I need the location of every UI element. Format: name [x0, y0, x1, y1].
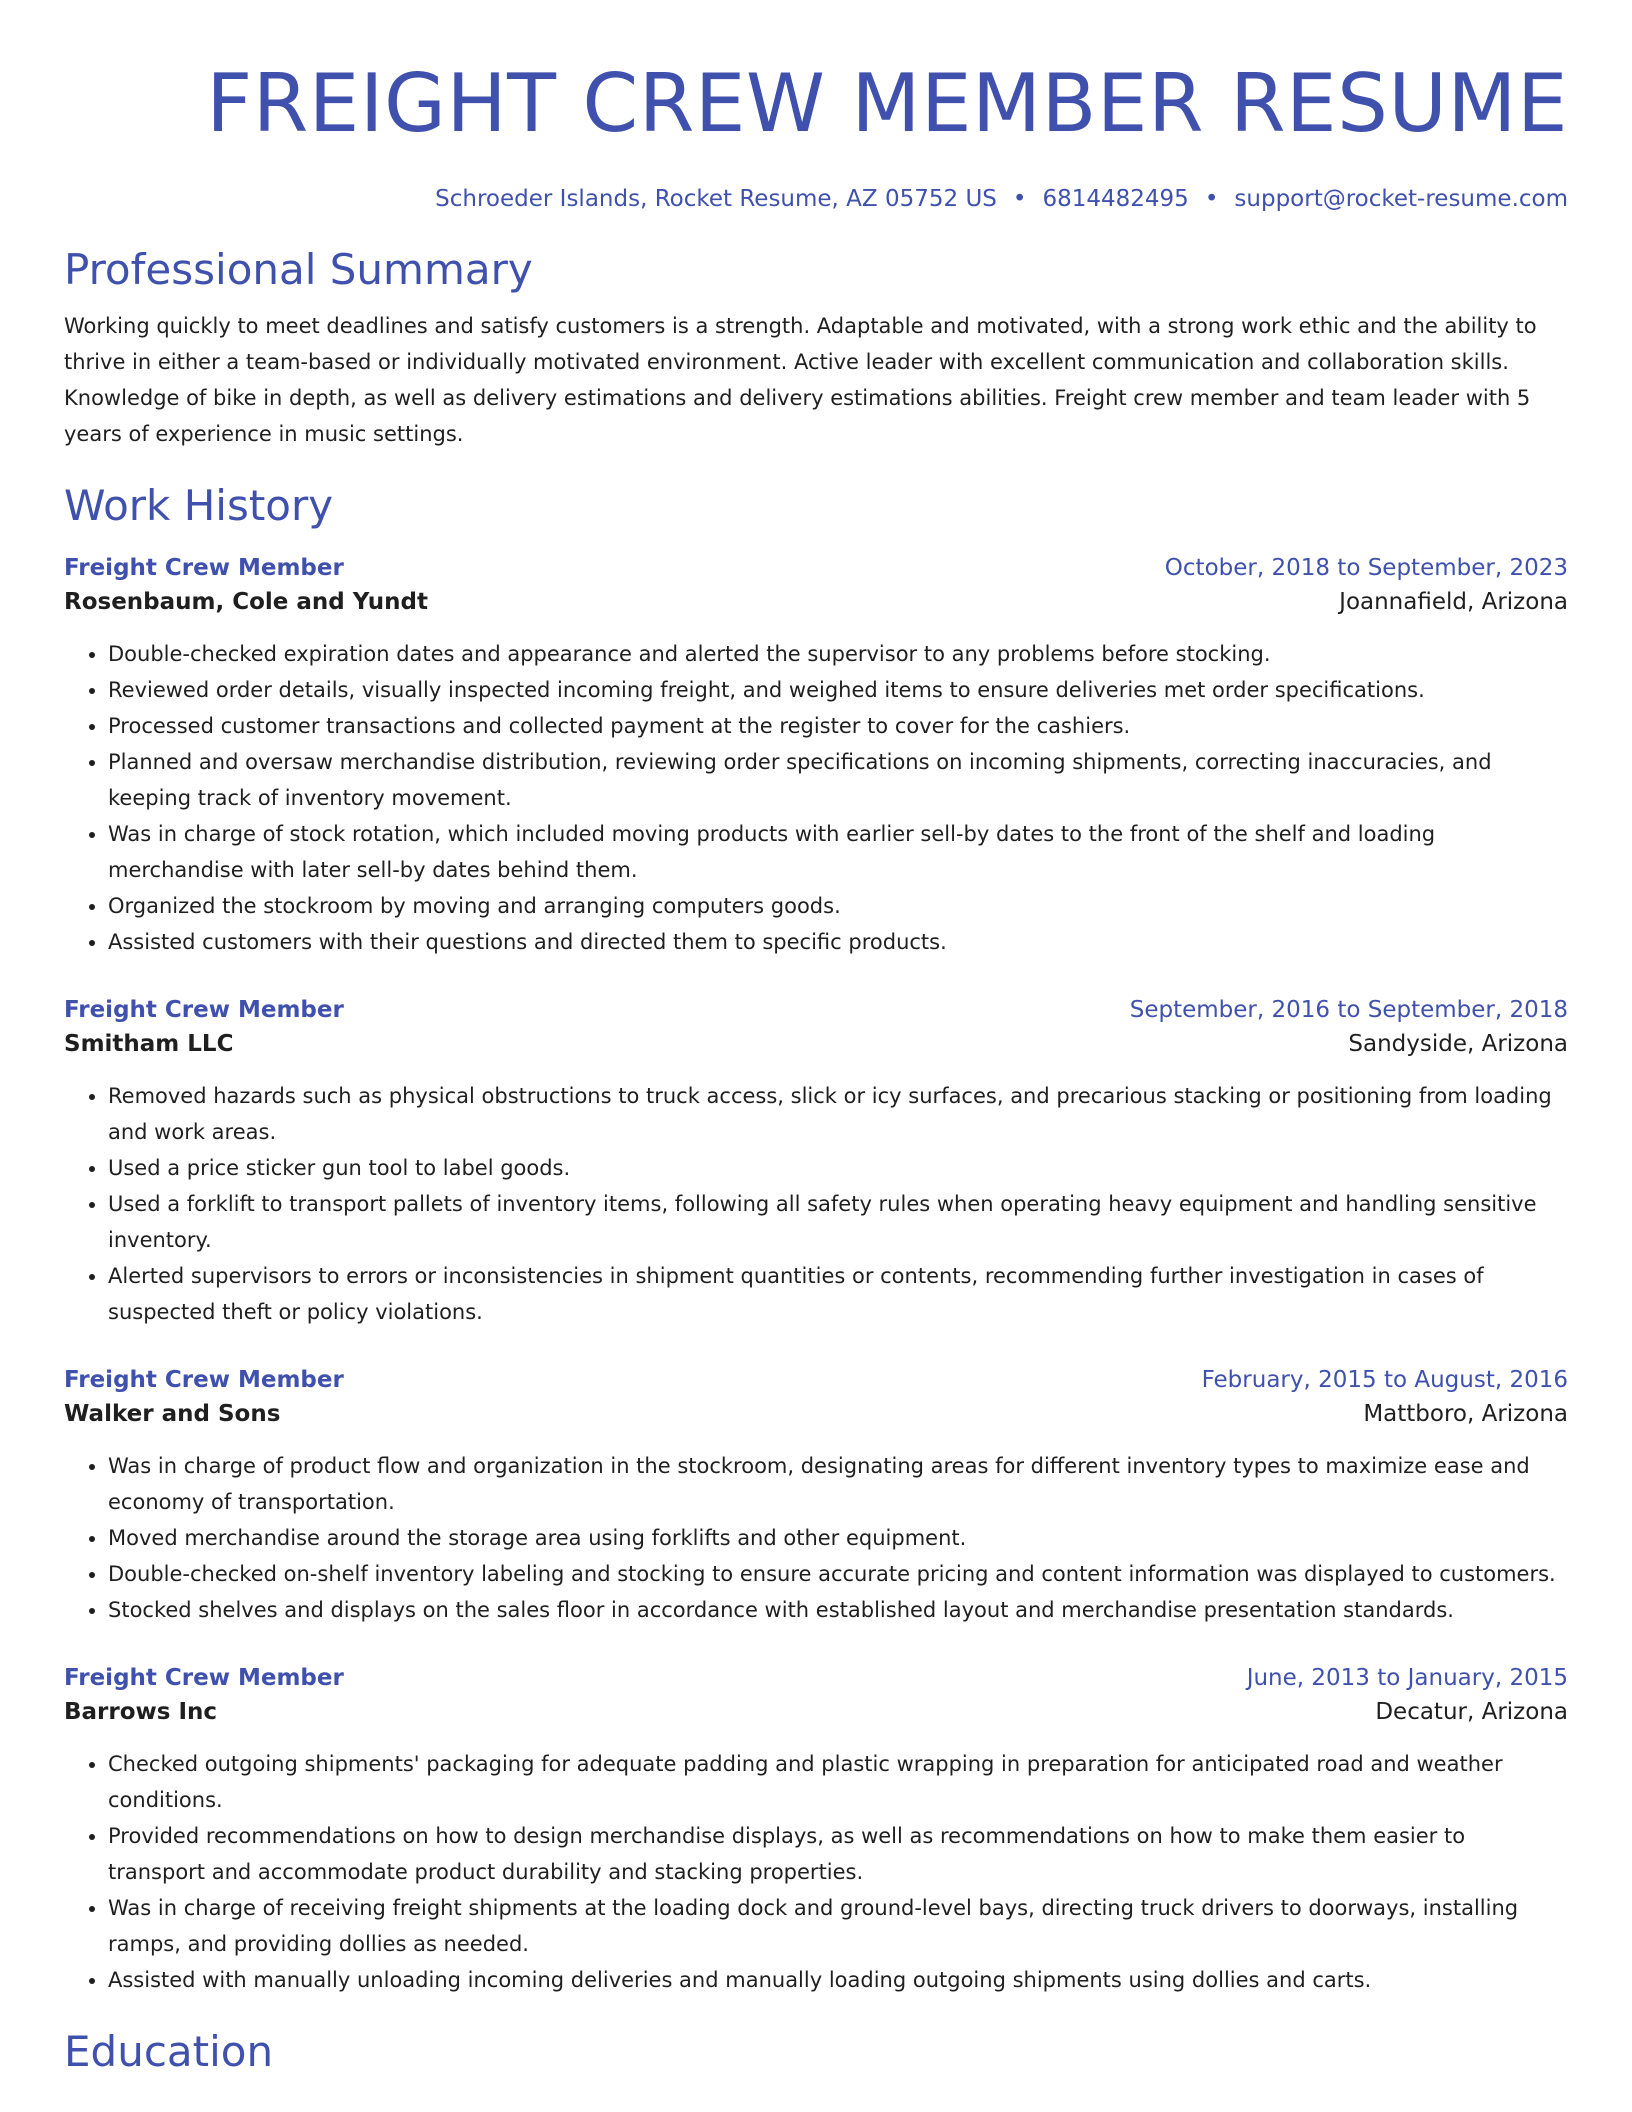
- summary-text: Working quickly to meet deadlines and satisfy customers is a strength. Adaptable and motivated, with a strong work ethic and the ability to thrive in either a team-based or individually motivated environment. Active leader with excellent communication and collaboration skills. Knowledge of bike in depth, as well as delivery estimations and delivery estimations abilities. Freight crew member and team leader with 5 years of experience in music settings.: [64, 314, 1537, 446]
- job-location: Sandyside, Arizona: [1348, 1031, 1568, 1057]
- summary-heading: Professional Summary: [64, 245, 533, 294]
- contact-email: support@rocket-resume.com: [1234, 186, 1568, 212]
- job-header-row: [64, 1662, 1568, 1694]
- job-bullet: • Provided recommendations on how to design merchandise displays, as well as recommendations on how to make them easier to transport and accommodate product durability and stacking properties.: [108, 1818, 1568, 1890]
- job-bullet: • Was in charge of stock rotation, which included moving products with earlier sell-by dates to the front of the shelf and loading merchandise with later sell-by dates behind them.: [108, 816, 1568, 888]
- job-bullets: [64, 1746, 1568, 1998]
- job-dates: September, 2016 to September, 2018: [1129, 997, 1568, 1023]
- job-company-row: [64, 1694, 1568, 1730]
- job-bullet: • Stocked shelves and displays on the sales floor in accordance with established layout and merchandise presentation standards.: [108, 1592, 1568, 1628]
- job-company: Smitham LLC: [64, 1031, 234, 1057]
- job-bullet: • Planned and oversaw merchandise distribution, reviewing order specifications on incoming shipments, correcting inaccuracies, and keeping track of inventory movement.: [108, 744, 1568, 816]
- contact-separator: •: [1012, 186, 1027, 212]
- job-bullet: • Assisted with manually unloading incoming deliveries and manually loading outgoing shipments using dollies and carts.: [108, 1962, 1568, 1998]
- job-list: [64, 552, 1568, 1998]
- job-bullets: [64, 1078, 1568, 1330]
- job-entry: [64, 1662, 1568, 1998]
- job-dates: February, 2015 to August, 2016: [1201, 1367, 1568, 1393]
- job-bullet: • Assisted customers with their questions and directed them to specific products.: [108, 924, 1568, 960]
- job-bullets: [64, 1448, 1568, 1628]
- job-header-row: [64, 552, 1568, 584]
- job-company-row: [64, 1396, 1568, 1432]
- job-bullet: • Used a price sticker gun tool to label goods.: [108, 1150, 1568, 1186]
- resume-title: FREIGHT CREW MEMBER RESUME: [206, 57, 1568, 150]
- job-bullet: • Removed hazards such as physical obstructions to truck access, slick or icy surfaces, and precarious stacking or positioning from loading and work areas.: [108, 1078, 1568, 1150]
- job-bullet: • Moved merchandise around the storage area using forklifts and other equipment.: [108, 1520, 1568, 1556]
- job-dates: June, 2013 to January, 2015: [1246, 1665, 1568, 1691]
- contact-separator: •: [1204, 186, 1219, 212]
- job-company-row: [64, 584, 1568, 620]
- job-bullet: • Used a forklift to transport pallets of inventory items, following all safety rules when operating heavy equipment and handling sensitive inventory.: [108, 1186, 1568, 1258]
- job-title: Freight Crew Member: [64, 555, 344, 581]
- job-bullet: • Was in charge of receiving freight shipments at the loading dock and ground-level bays, directing truck drivers to doorways, installing ramps, and providing dollies as needed.: [108, 1890, 1568, 1962]
- job-bullet: • Double-checked expiration dates and appearance and alerted the supervisor to any problems before stocking.: [108, 636, 1568, 672]
- job-title: Freight Crew Member: [64, 997, 344, 1023]
- job-title: Freight Crew Member: [64, 1367, 344, 1393]
- contact-phone: 6814482495: [1042, 186, 1189, 212]
- job-company: Rosenbaum, Cole and Yundt: [64, 589, 428, 615]
- job-bullet: • Alerted supervisors to errors or inconsistencies in shipment quantities or contents, recommending further investigation in cases of suspected theft or policy violations.: [108, 1258, 1568, 1330]
- job-company-row: [64, 1026, 1568, 1062]
- job-entry: [64, 552, 1568, 960]
- job-location: Decatur, Arizona: [1375, 1699, 1568, 1725]
- job-bullet: • Processed customer transactions and collected payment at the register to cover for the cashiers.: [108, 708, 1568, 744]
- job-bullet: • Double-checked on-shelf inventory labeling and stocking to ensure accurate pricing and content information was displayed to customers.: [108, 1556, 1568, 1592]
- job-company: Barrows Inc: [64, 1699, 218, 1725]
- contact-line: [64, 184, 1568, 214]
- job-bullet: • Checked outgoing shipments' packaging for adequate padding and plastic wrapping in preparation for anticipated road and weather conditions.: [108, 1746, 1568, 1818]
- job-location: Joannafield, Arizona: [1339, 589, 1568, 615]
- resume-page: [64, 0, 1568, 2078]
- job-header-row: [64, 1364, 1568, 1396]
- job-dates: October, 2018 to September, 2023: [1164, 555, 1568, 581]
- job-bullets: [64, 636, 1568, 960]
- education-heading: Education: [64, 2027, 274, 2076]
- job-title: Freight Crew Member: [64, 1665, 344, 1691]
- job-header-row: [64, 994, 1568, 1026]
- contact-address: Schroeder Islands, Rocket Resume, AZ 05752 US: [435, 186, 997, 212]
- work-history-heading: Work History: [64, 481, 334, 530]
- job-location: Mattboro, Arizona: [1363, 1401, 1568, 1427]
- job-bullet: • Reviewed order details, visually inspected incoming freight, and weighed items to ensure deliveries met order specifications.: [108, 672, 1568, 708]
- job-bullet: • Organized the stockroom by moving and arranging computers goods.: [108, 888, 1568, 924]
- job-entry: [64, 1364, 1568, 1628]
- job-company: Walker and Sons: [64, 1401, 281, 1427]
- job-bullet: • Was in charge of product flow and organization in the stockroom, designating areas for different inventory types to maximize ease and economy of transportation.: [108, 1448, 1568, 1520]
- job-entry: [64, 994, 1568, 1330]
